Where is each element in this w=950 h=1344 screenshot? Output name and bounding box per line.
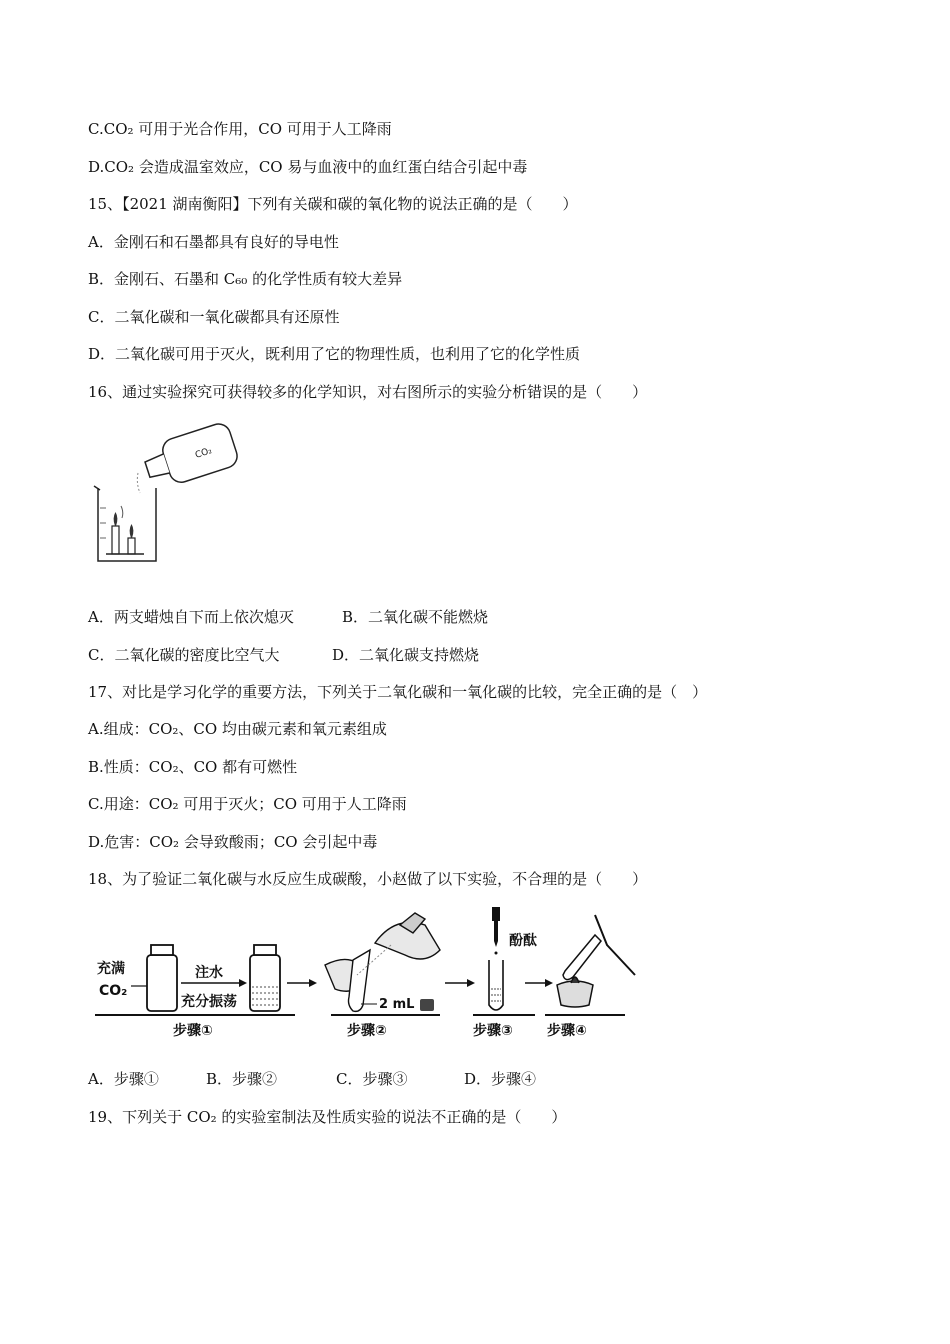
step-1-label: 步骤① [173, 1023, 213, 1039]
bottle-2-icon [250, 945, 280, 1011]
flame-left-icon [114, 512, 118, 526]
experiment-steps-figure [95, 905, 655, 1045]
question-16-option-c: C．二氧化碳的密度比空气大 [88, 646, 280, 664]
filled-label: 充满 [97, 961, 125, 977]
step-2-label: 步骤② [347, 1023, 387, 1039]
question-18-options [88, 1069, 536, 1089]
question-17-option-a: A.组成：CO₂、CO 均由碳元素和氧元素组成 [88, 720, 387, 738]
step-3-label: 步骤③ [473, 1023, 513, 1039]
question-15-option-b: B．金刚石、石墨和 C₆₀ 的化学性质有较大差异 [88, 270, 403, 288]
question-15: 15、【2021 湖南衡阳】下列有关碳和碳的氧化物的说法正确的是（ ） [88, 195, 578, 213]
question-15-option-a: A．金刚石和石墨都具有良好的导电性 [88, 233, 339, 251]
question-18-option-b: B．步骤② [206, 1070, 278, 1088]
question-17: 17、对比是学习化学的重要方法，下列关于二氧化碳和一氧化碳的比较，完全正确的是（ ） [88, 683, 708, 701]
phenolphthalein-label: 酚酞 [509, 933, 537, 949]
candle-left [112, 526, 119, 554]
option-c-prev: C.CO₂ 可用于光合作用，CO 可用于人工降雨 [88, 120, 392, 138]
question-16-option-d: D．二氧化碳支持燃烧 [332, 646, 480, 664]
question-18-option-c: C．步骤③ [336, 1070, 408, 1088]
bottle-1-icon [147, 945, 177, 1011]
question-16-option-a: A．两支蜡烛自下而上依次熄灭 [88, 608, 294, 626]
question-18: 18、为了验证二氧化碳与水反应生成碳酸，小赵做了以下实验，不合理的是（ ） [88, 870, 648, 888]
shake-label: 充分振荡 [181, 994, 237, 1010]
question-17-option-b: B.性质：CO₂、CO 都有可燃性 [88, 758, 298, 776]
option-d-prev: D.CO₂ 会造成温室效应，CO 易与血液中的血红蛋白结合引起中毒 [88, 158, 528, 176]
volume-label: 2 mL [379, 997, 415, 1012]
question-18-option-a: A．步骤① [88, 1070, 159, 1088]
test-tube-icon [489, 960, 503, 1010]
add-water-label: 注水 [195, 965, 223, 981]
question-16: 16、通过实验探究可获得较多的化学知识，对右图所示的实验分析错误的是（ ） [88, 383, 648, 401]
question-17-option-d: D.危害：CO₂ 会导致酸雨；CO 会引起中毒 [88, 833, 378, 851]
question-17-option-c: C.用途：CO₂ 可用于灭火；CO 可用于人工降雨 [88, 795, 407, 813]
question-15-option-c: C．二氧化碳和一氧化碳都具有还原性 [88, 308, 340, 326]
question-18-option-d: D．步骤④ [464, 1070, 537, 1088]
question-16-options-cd [88, 645, 479, 665]
step-4-label: 步骤④ [547, 1023, 587, 1039]
heating-test-tube-icon [557, 915, 635, 1007]
co2-candle-figure [88, 418, 248, 568]
question-16-options-ab [88, 607, 488, 627]
bottle-stopper-icon [420, 999, 434, 1011]
flame-right-icon [130, 524, 134, 538]
dropper-icon [492, 907, 500, 947]
question-16-option-b: B．二氧化碳不能燃烧 [342, 608, 489, 626]
co2-bottle-label: CO₂ [194, 446, 214, 461]
question-15-option-d: D．二氧化碳可用于灭火，既利用了它的物理性质，也利用了它的化学性质 [88, 345, 581, 363]
co2-label: CO₂ [99, 983, 128, 999]
candle-right [128, 538, 135, 554]
question-19: 19、下列关于 CO₂ 的实验室制法及性质实验的说法不正确的是（ ） [88, 1108, 567, 1126]
